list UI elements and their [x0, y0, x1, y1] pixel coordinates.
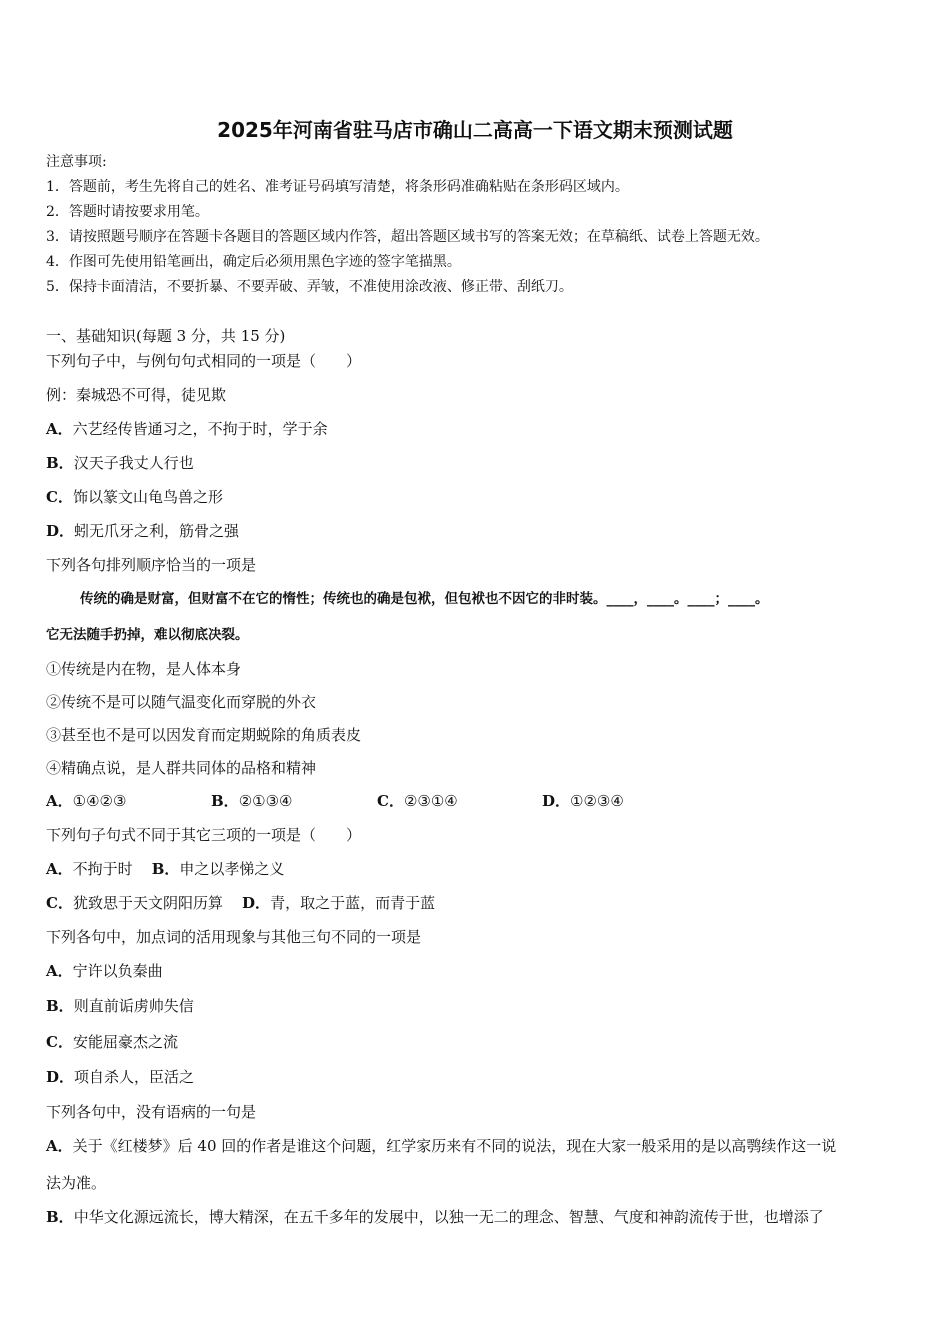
question-stem: 下列各句中，加点词的活用现象与其他三句不同的一项是	[46, 928, 422, 946]
option-a-continued: 法为准。	[46, 1174, 107, 1192]
passage-line: 传统的确是财富，但财富不在它的惰性；传统也的确是包袱，但包袱也不因它的非时装。____，____。____；____。	[80, 591, 769, 607]
option-letter: B．	[46, 1208, 74, 1226]
option-d	[542, 791, 624, 811]
option-text: 汉天子我丈人行也	[73, 454, 194, 472]
option-letter: A．	[46, 962, 73, 980]
option-text: 则直前诟虏帅失信	[73, 997, 194, 1015]
option-text: 宁许以负秦曲	[72, 962, 163, 980]
option-a	[46, 961, 163, 981]
option-a	[46, 1136, 836, 1156]
option-text: 六艺经传皆通习之，不拘于时，学于余	[72, 420, 328, 438]
ordered-item: ①传统是内在物，是人体本身	[46, 660, 242, 678]
notice-item: 5．保持卡面清洁，不要折暴、不要弄破、弄皱，不准使用涂改液、修正带、刮纸刀。	[46, 279, 573, 295]
option-text: 中华文化源远流长，博大精深，在五千多年的发展中，以独一无二的理念、智慧、气度和神韵流传于世，也增添了	[73, 1208, 824, 1226]
option-letter: C．	[46, 1033, 73, 1051]
option-letter: D．	[542, 792, 571, 810]
option-text: 蚓无爪牙之利，筋骨之强	[74, 522, 240, 540]
option-text: 申之以孝悌之义	[179, 860, 285, 878]
question-stem: 下列句子中，与例句句式相同的一项是（ ）	[46, 352, 362, 370]
option-letter: C．	[377, 792, 404, 810]
option-letter: B．	[211, 792, 239, 810]
option-a	[46, 791, 126, 811]
option-b	[46, 996, 194, 1016]
option-row	[46, 791, 906, 811]
option-text: ②①③④	[238, 792, 293, 810]
notice-item: 2．答题时请按要求用笔。	[46, 204, 209, 220]
notice-item: 4．作图可先使用铅笔画出，确定后必须用黑色字迹的签字笔描黑。	[46, 254, 461, 270]
option-letter: B．	[46, 454, 74, 472]
option-letter: C．	[46, 488, 73, 506]
notice-item: 1．答题前，考生先将自己的姓名、准考证号码填写清楚，将条形码准确粘贴在条形码区域内。	[46, 179, 629, 195]
option-c	[377, 791, 458, 811]
page-title: 2025年河南省驻马店市确山二高高一下语文期末预测试题	[217, 118, 733, 142]
option-letter: D．	[242, 894, 271, 912]
option-c	[46, 487, 223, 507]
passage-line: 它无法随手扔掉，难以彻底决裂。	[46, 627, 249, 643]
ordered-item: ④精确点说，是人群共同体的品格和精神	[46, 759, 317, 777]
option-text: 犹致思于天文阴阳历算	[72, 894, 223, 912]
option-text: ②③①④	[403, 792, 458, 810]
option-letter: D．	[46, 522, 75, 540]
question-example: 例：秦城恐不可得，徒见欺	[46, 386, 227, 404]
question-stem: 下列各句排列顺序恰当的一项是	[46, 556, 257, 574]
option-d	[46, 1067, 194, 1087]
option-text: ①②③④	[570, 792, 624, 810]
option-text: 饰以篆文山龟鸟兽之形	[72, 488, 223, 506]
option-b	[46, 1207, 824, 1227]
option-row	[46, 893, 435, 913]
option-c	[46, 1032, 178, 1052]
option-letter: D．	[46, 1068, 75, 1086]
option-letter: A．	[46, 420, 73, 438]
option-a	[46, 419, 328, 439]
option-b	[46, 453, 194, 473]
option-letter: A．	[46, 1137, 73, 1155]
option-row	[46, 859, 284, 879]
option-text: 安能屈豪杰之流	[72, 1033, 178, 1051]
option-letter: C．	[46, 894, 73, 912]
option-letter: B．	[151, 860, 180, 878]
option-text: 项自杀人，臣活之	[74, 1068, 195, 1086]
ordered-item: ②传统不是可以随气温变化而穿脱的外衣	[46, 693, 317, 711]
notice-item: 3．请按照题号顺序在答题卡各题目的答题区域内作答，超出答题区域书写的答案无效；在草稿纸、试卷上答题无效。	[46, 229, 769, 245]
option-text: 不拘于时	[72, 860, 133, 878]
option-letter: A．	[46, 792, 73, 810]
question-stem: 下列各句中，没有语病的一句是	[46, 1103, 257, 1121]
question-stem: 下列句子句式不同于其它三项的一项是（ ）	[46, 826, 362, 844]
option-b	[211, 791, 292, 811]
ordered-item: ③甚至也不是可以因发育而定期蜕除的角质表皮	[46, 726, 362, 744]
option-d	[46, 521, 239, 541]
option-letter: B．	[46, 997, 74, 1015]
section-heading: 一、基础知识(每题 3 分，共 15 分)	[46, 327, 286, 345]
option-letter: A．	[46, 860, 73, 878]
option-text: 关于《红楼梦》后 40 回的作者是谁这个问题，红学家历来有不同的说法，现在大家一般采用的是以高鹗续作这一说	[72, 1137, 837, 1155]
option-text: ①④②③	[72, 792, 127, 810]
option-text: 青，取之于蓝，而青于蓝	[270, 894, 436, 912]
notice-heading: 注意事项:	[46, 154, 107, 170]
